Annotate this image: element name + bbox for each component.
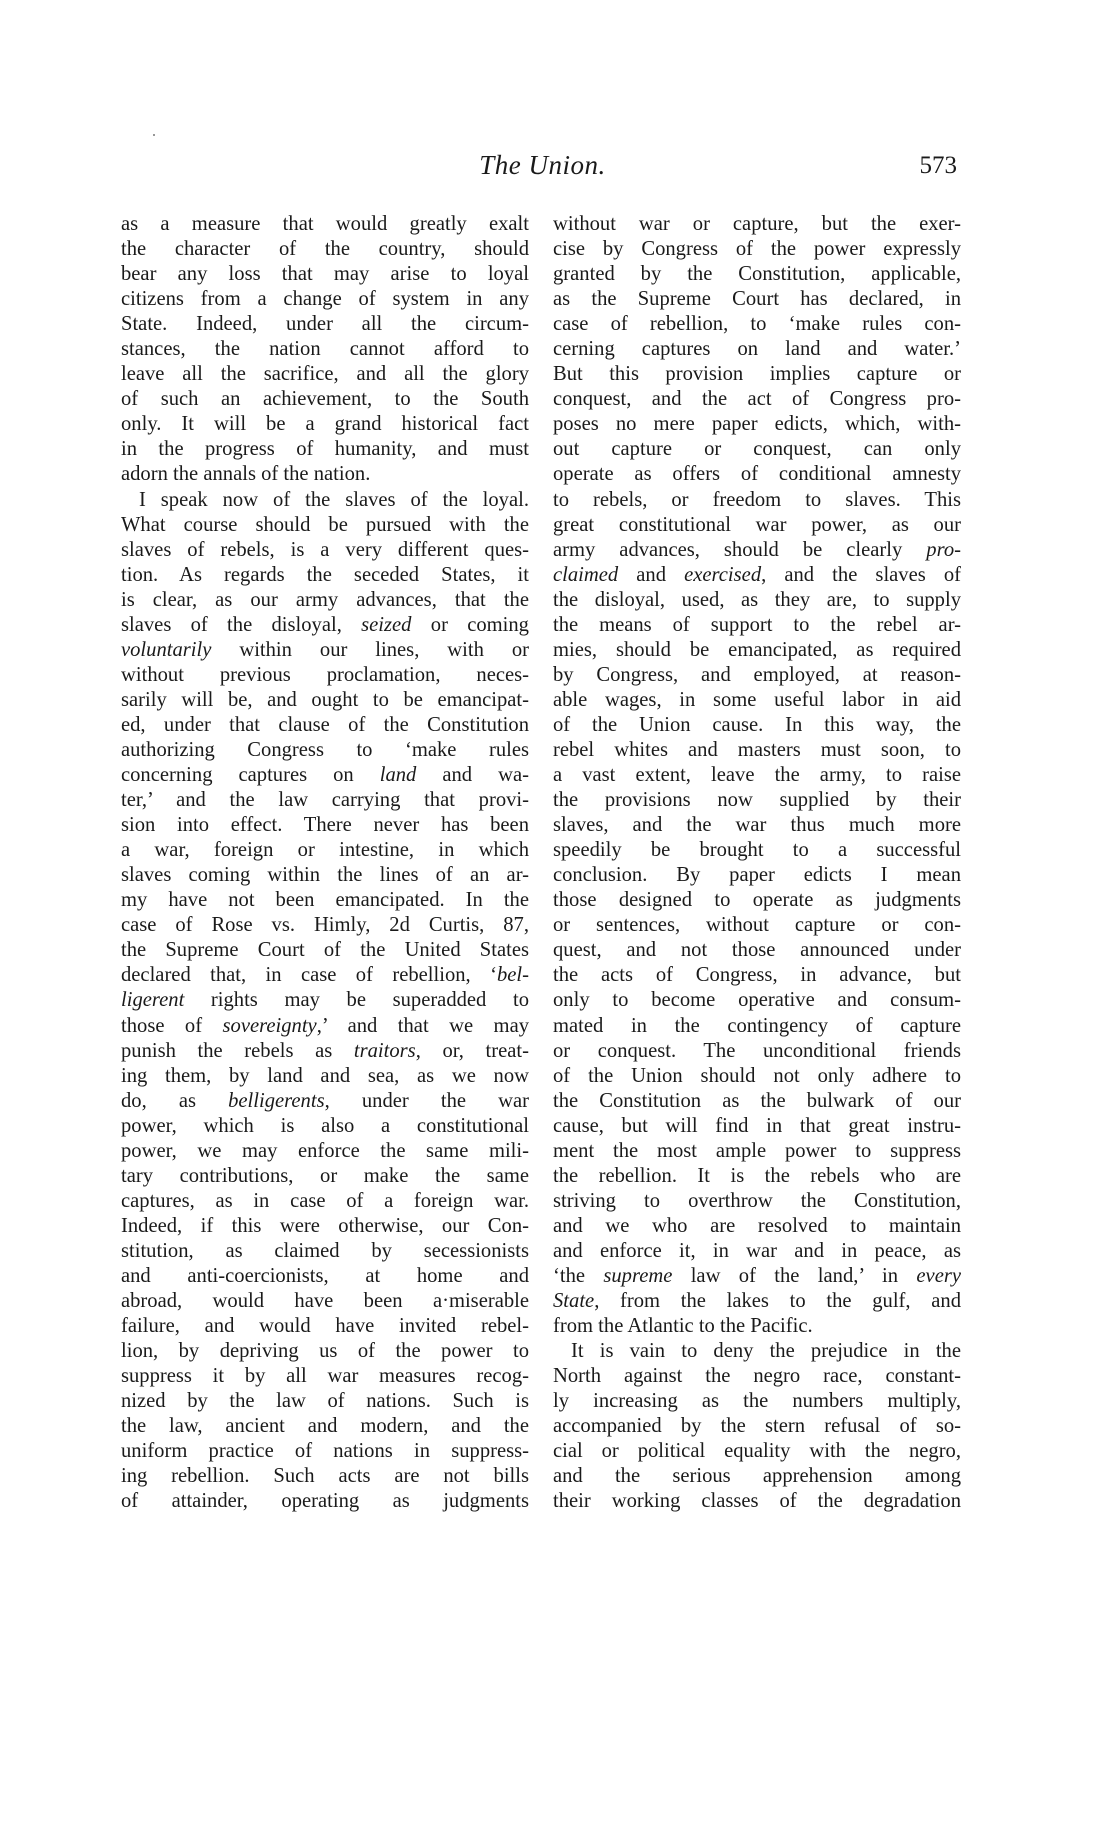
text-line: striving to overthrow the Constitution, [553, 1189, 961, 1212]
text-line: slaves of rebels, is a very different ques- [121, 538, 529, 561]
text-line: North against the negro race, constant- [553, 1365, 961, 1388]
text-line: tion. As regards the seceded States, it [121, 563, 529, 586]
text-line: leave all the sacrifice, and all the glory [121, 363, 529, 386]
text-line: stitution, as claimed by secessionists [121, 1239, 529, 1262]
text-line: concerning captures on land and wa- [121, 764, 529, 787]
text-line: granted by the Constitution, applicable, [553, 263, 961, 286]
text-line: to rebels, or freedom to slaves. This [553, 488, 961, 511]
text-line: mies, should be emancipated, as required [553, 638, 961, 661]
text-line: What course should be pursued with the [121, 513, 529, 536]
text-line: or conquest. The unconditional friends [553, 1039, 961, 1062]
running-head [120, 150, 965, 186]
text-line: without war or capture, but the exer- [553, 213, 961, 235]
text-line: a vast extent, leave the army, to raise [553, 764, 961, 787]
text-line: case of Rose vs. Himly, 2d Curtis, 87, [121, 914, 529, 937]
text-line: the acts of Congress, in advance, but [553, 964, 961, 987]
text-line: without previous proclamation, neces- [121, 663, 529, 686]
text-line: ly increasing as the numbers multiply, [553, 1390, 961, 1413]
right-column [553, 212, 961, 1514]
text-line: power, which is also a constitutional [121, 1114, 529, 1137]
text-line: authorizing Congress to ‘make rules [121, 738, 529, 761]
text-line: case of rebellion, to ‘make rules con- [553, 313, 961, 336]
text-line: rebel whites and masters must soon, to [553, 738, 961, 761]
text-line: of the Union cause. In this way, the [553, 713, 961, 736]
text-line: ing rebellion. Such acts are not bills [121, 1465, 529, 1488]
text-line: by Congress, and employed, at reason- [553, 663, 961, 686]
text-line: or sentences, without capture or con- [553, 914, 961, 937]
text-line: the law, ancient and modern, and the [121, 1415, 529, 1438]
text-line: ing them, by land and sea, as we now [121, 1064, 529, 1087]
text-line: punish the rebels as traitors, or, treat- [121, 1039, 529, 1062]
text-line: the disloyal, used, as they are, to supply [553, 588, 961, 611]
text-line: only. It will be a grand historical fact [121, 413, 529, 436]
text-line: ment the most ample power to suppress [553, 1139, 961, 1162]
text-line: in the progress of humanity, and must [121, 438, 529, 461]
text-line: do, as belligerents, under the war [121, 1089, 529, 1112]
text-line: sion into effect. There never has been [121, 814, 529, 837]
text-line: only to become operative and consum- [553, 989, 961, 1012]
text-line: lion, by depriving us of the power to [121, 1340, 529, 1363]
text-line: of attainder, operating as judgments [121, 1490, 529, 1513]
text-line: State, from the lakes to the gulf, and [553, 1290, 961, 1313]
text-line: nized by the law of nations. Such is [121, 1390, 529, 1413]
text-line: accompanied by the stern refusal of so- [553, 1415, 961, 1438]
running-title: The Union. [479, 150, 606, 180]
text-line: and anti-coercionists, at home and [121, 1264, 529, 1287]
text-line: as the Supreme Court has declared, in [553, 288, 961, 311]
text-line: the provisions now supplied by their [553, 789, 961, 812]
text-line: voluntarily within our lines, with or [121, 638, 529, 661]
text-line: the Supreme Court of the United States [121, 939, 529, 962]
text-line: able wages, in some useful labor in aid [553, 688, 961, 711]
text-line: Indeed, if this were otherwise, our Con- [121, 1214, 529, 1237]
text-line: power, we may enforce the same mili- [121, 1139, 529, 1162]
text-line: of such an achievement, to the South [121, 388, 529, 411]
text-line: tary contributions, or make the same [121, 1164, 529, 1187]
text-line: abroad, would have been a·miserable [121, 1290, 529, 1313]
text-line: conclusion. By paper edicts I mean [553, 864, 961, 887]
text-line: slaves, and the war thus much more [553, 814, 961, 837]
text-line: a war, foreign or intestine, in which [121, 839, 529, 862]
text-line: and we who are resolved to maintain [553, 1214, 961, 1237]
text-line: uniform practice of nations in suppress- [121, 1440, 529, 1463]
text-line: poses no mere paper edicts, which, with- [553, 413, 961, 436]
text-line: my have not been emancipated. In the [121, 889, 529, 912]
text-line: mated in the contingency of capture [553, 1014, 961, 1037]
text-line: sarily will be, and ought to be emancipat- [121, 688, 529, 711]
text-line: ed, under that clause of the Constitution [121, 713, 529, 736]
page-number: 573 [919, 152, 957, 179]
text-line: their working classes of the degradation [553, 1490, 961, 1513]
text-line: and enforce it, in war and in peace, as [553, 1239, 961, 1262]
text-line: those designed to operate as judgments [553, 889, 961, 912]
text-line: But this provision implies capture or [553, 363, 961, 386]
text-line: failure, and would have invited rebel- [121, 1315, 529, 1338]
text-line: and the serious apprehension among [553, 1465, 961, 1488]
text-line: as a measure that would greatly exalt [121, 213, 529, 235]
text-line: the means of support to the rebel ar- [553, 613, 961, 636]
text-line: cial or political equality with the negro, [553, 1440, 961, 1463]
text-line: of the Union should not only adhere to [553, 1064, 961, 1087]
text-line: army advances, should be clearly pro- [553, 538, 961, 561]
text-line: is clear, as our army advances, that the [121, 588, 529, 611]
left-column [121, 212, 529, 1514]
text-line: claimed and exercised, and the slaves of [553, 563, 962, 586]
text-line: citizens from a change of system in any [121, 288, 529, 311]
text-line: slaves coming within the lines of an ar- [121, 864, 529, 887]
text-line: the Constitution as the bulwark of our [553, 1089, 961, 1112]
text-line: out capture or conquest, can only [553, 438, 961, 461]
text-line: the rebellion. It is the rebels who are [553, 1164, 961, 1187]
text-line: I speak now of the slaves of the loyal. [139, 488, 529, 511]
text-line: ter,’ and the law carrying that provi- [121, 789, 529, 812]
text-line: cause, but will find in that great instru- [553, 1114, 961, 1137]
text-line: the character of the country, should [121, 238, 529, 261]
text-line: from the Atlantic to the Pacific. [553, 1315, 813, 1338]
text-line: bear any loss that may arise to loyal [121, 263, 529, 286]
text-line: cise by Congress of the power expressly [553, 238, 961, 261]
text-line: ‘the supreme law of the land,’ in every [553, 1264, 961, 1287]
text-line: stances, the nation cannot afford to [121, 338, 529, 361]
text-line: quest, and not those announced under [553, 939, 961, 962]
text-line: It is vain to deny the prejudice in the [571, 1340, 961, 1363]
text-line: ligerent rights may be superadded to [121, 989, 529, 1012]
text-line: captures, as in case of a foreign war. [121, 1189, 529, 1212]
text-line: declared that, in case of rebellion, ‘bel- [121, 964, 529, 987]
text-line: State. Indeed, under all the circum- [121, 313, 529, 336]
text-line: speedily be brought to a successful [553, 839, 961, 862]
text-line: great constitutional war power, as our [553, 513, 961, 536]
text-line: conquest, and the act of Congress pro- [553, 388, 961, 411]
text-line: adorn the annals of the nation. [121, 463, 371, 486]
scan-speck [153, 134, 155, 136]
text-line: operate as offers of conditional amnesty [553, 463, 961, 486]
text-line: cerning captures on land and water.’ [553, 338, 961, 361]
text-line: suppress it by all war measures recog- [121, 1365, 529, 1388]
text-line: those of sovereignty,’ and that we may [121, 1014, 530, 1037]
text-line: slaves of the disloyal, seized or coming [121, 613, 529, 636]
